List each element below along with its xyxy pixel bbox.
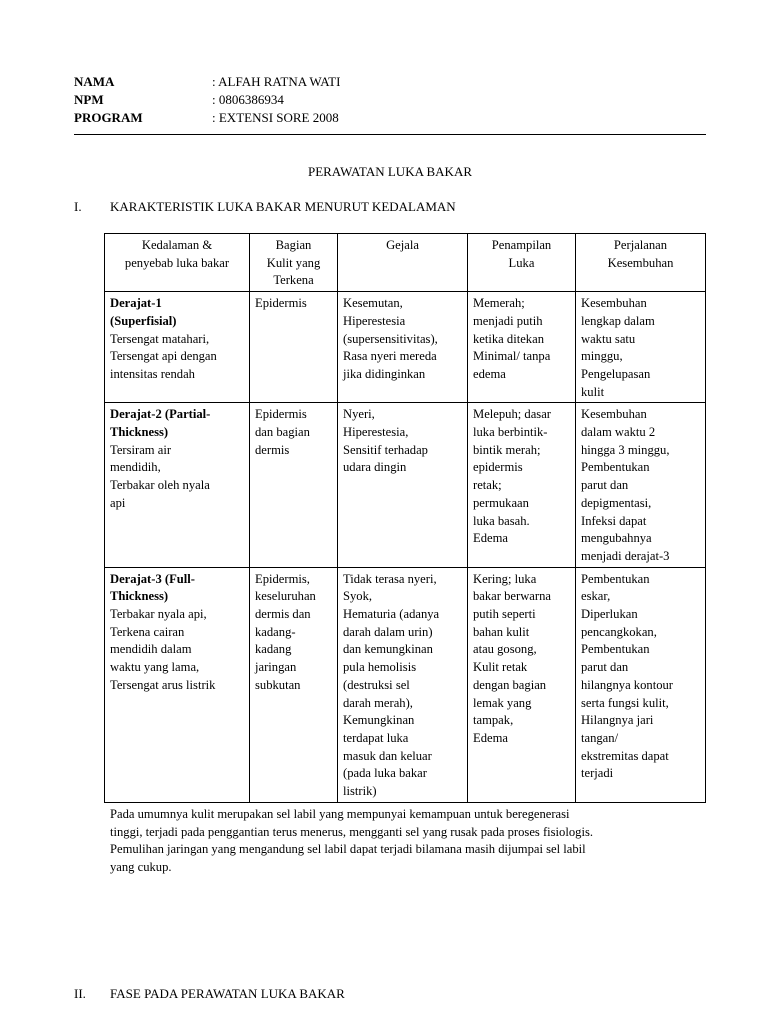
header-bagian-kulit [250, 234, 338, 292]
section-number: II. [74, 986, 86, 1001]
cell-text: luka berbintik- [473, 425, 548, 440]
header-kesembuhan [576, 234, 706, 292]
cell-bagian-kulit [250, 567, 338, 802]
cell-text: (pada luka bakar [343, 766, 427, 781]
cell-text: menjadi putih [473, 313, 543, 328]
cause-text: Terbakar nyala api, [110, 607, 207, 622]
cell-text: Epidermis [255, 296, 307, 311]
cell-text: kulit [581, 384, 605, 399]
cell-text: listrik) [343, 784, 377, 799]
cell-text: (supersensitivitas), [343, 331, 438, 346]
header-label: PROGRAM [74, 110, 143, 125]
table-row [105, 567, 706, 802]
cell-text: Memerah; [473, 296, 525, 311]
header-text: Terkena [273, 273, 314, 288]
cell-penampilan [468, 403, 576, 567]
cell-text: (destruksi sel [343, 677, 410, 692]
cause-text: waktu yang lama, [110, 660, 200, 675]
cause-text: mendidih dalam [110, 642, 192, 657]
cell-text: Rasa nyeri mereda [343, 349, 437, 364]
cell-text: ekstremitas dapat [581, 748, 669, 763]
cause-text: Tersengat matahari, [110, 331, 210, 346]
cell-text: Pembentukan [581, 460, 650, 475]
cell-text: bahan kulit [473, 624, 530, 639]
cell-text: Nyeri, [343, 407, 375, 422]
cell-text: tangan/ [581, 730, 619, 745]
cell-text: masuk dan keluar [343, 748, 432, 763]
cell-text: hilangnya kontour [581, 677, 673, 692]
cell-text: pula hemolisis [343, 660, 417, 675]
cause-text: api [110, 495, 126, 510]
section-number: I. [74, 199, 82, 214]
cell-text: parut dan [581, 478, 629, 493]
body-paragraph [110, 806, 710, 877]
table-header-row [105, 234, 706, 292]
cell-text: keseluruhan [255, 589, 316, 604]
cell-text: udara dingin [343, 460, 407, 475]
cell-text: Hematuria (adanya [343, 607, 440, 622]
degree-label: Thickness) [110, 589, 169, 604]
cell-text: Hiperestesia, [343, 425, 409, 440]
cell-text: Infeksi dapat [581, 513, 647, 528]
cell-text: Pembentukan [581, 571, 650, 586]
cell-text: dalam waktu 2 [581, 425, 656, 440]
cell-text: Diperlukan [581, 607, 638, 622]
cell-text: luka basah. [473, 513, 530, 528]
header-text: Luka [508, 255, 535, 270]
table-row [105, 403, 706, 567]
cell-text: Syok, [343, 589, 373, 604]
header-penampilan [468, 234, 576, 292]
cell-text: bakar berwarna [473, 589, 551, 604]
cell-text: menjadi derajat-3 [581, 548, 670, 563]
cell-text: darah merah), [343, 695, 413, 710]
header-kedalaman [105, 234, 250, 292]
header-text: Perjalanan [613, 238, 668, 252]
cell-kesembuhan [576, 292, 706, 403]
document-title: PERAWATAN LUKA BAKAR [307, 164, 473, 179]
cause-text: Terkena cairan [110, 624, 185, 639]
cell-text: Kesemutan, [343, 296, 403, 311]
cause-text: Terbakar oleh nyala [110, 478, 210, 493]
cell-text: terdapat luka [343, 730, 409, 745]
cell-text: subkutan [255, 677, 301, 692]
cell-text: Pengelupasan [581, 366, 651, 381]
cell-text: Kering; luka [473, 571, 537, 586]
header-text: Kesembuhan [607, 255, 674, 270]
cell-text: Epidermis, [255, 571, 310, 586]
cell-text: atau gosong, [473, 642, 537, 657]
cell-text: lemak yang [473, 695, 532, 710]
paragraph-line: yang cukup. [110, 860, 172, 875]
cell-text: eskar, [581, 589, 611, 604]
cell-text: pencangkokan, [581, 624, 657, 639]
cause-text: Tersiram air [110, 442, 172, 457]
section-heading-text: FASE PADA PERAWATAN LUKA BAKAR [110, 986, 345, 1001]
cell-kesembuhan [576, 403, 706, 567]
cell-text: darah dalam urin) [343, 624, 433, 639]
paragraph-line: tinggi, terjadi pada penggantian terus menerus, mengganti sel yang rusak pada proses fisiologis. [110, 824, 593, 839]
cell-text: hingga 3 minggu, [581, 442, 670, 457]
cell-text: Kemungkinan [343, 713, 415, 728]
cell-text: Tidak terasa nyeri, [343, 571, 437, 586]
cell-kedalaman [105, 403, 250, 567]
header-text: Kedalaman & [141, 238, 213, 252]
cell-text: parut dan [581, 660, 629, 675]
cell-text: tampak, [473, 713, 514, 728]
header-text: penyebab luka bakar [124, 255, 230, 270]
degree-label: (Superfisial) [110, 313, 177, 328]
degree-label: Derajat-2 (Partial- [110, 407, 211, 422]
cell-text: Hiperestesia [343, 313, 406, 328]
cell-bagian-kulit [250, 292, 338, 403]
cell-gejala [338, 403, 468, 567]
header-value: : EXTENSI SORE 2008 [212, 110, 339, 125]
degree-label: Derajat-1 [110, 296, 162, 311]
cell-text: dan bagian [255, 425, 310, 440]
cell-text: minggu, [581, 349, 623, 364]
cell-gejala [338, 567, 468, 802]
cell-text: Epidermis [255, 407, 307, 422]
cell-penampilan [468, 567, 576, 802]
cell-text: lengkap dalam [581, 313, 655, 328]
cell-text: Hilangnya jari [581, 713, 654, 728]
cell-bagian-kulit [250, 403, 338, 567]
table-body [105, 292, 706, 803]
cell-text: Melepuh; dasar [473, 407, 551, 422]
header-text: Bagian [275, 238, 312, 252]
cell-text: jaringan [255, 660, 297, 675]
cell-kesembuhan [576, 567, 706, 802]
header-text: Kulit yang [266, 255, 321, 270]
cause-text: Tersengat api dengan [110, 349, 217, 364]
cell-text: dan kemungkinan [343, 642, 433, 657]
cell-kedalaman [105, 292, 250, 403]
header-value: : ALFAH RATNA WATI [212, 74, 341, 89]
degree-label: Derajat-3 (Full- [110, 571, 195, 586]
header-label: NAMA [74, 74, 115, 89]
cell-text: Pembentukan [581, 642, 650, 657]
degree-label: Thickness) [110, 425, 169, 440]
cell-kedalaman [105, 567, 250, 802]
cell-text: Minimal/ tanpa [473, 349, 551, 364]
cell-gejala [338, 292, 468, 403]
cause-text: intensitas rendah [110, 366, 195, 381]
cell-text: waktu satu [581, 331, 636, 346]
paragraph-line: Pemulihan jaringan yang mengandung sel labil dapat terjadi bilamana masih dijumpai sel labil [110, 842, 586, 857]
cell-text: Edema [473, 730, 508, 745]
header-label: NPM [74, 92, 104, 107]
cell-text: kadang [255, 642, 292, 657]
cell-text: Kesembuhan [581, 296, 647, 311]
section-heading-text: KARAKTERISTIK LUKA BAKAR MENURUT KEDALAMAN [110, 199, 456, 214]
cell-text: Edema [473, 531, 508, 546]
header-text: Penampilan [491, 238, 552, 252]
cause-text: Tersengat arus listrik [110, 677, 216, 692]
cell-text: terjadi [581, 766, 614, 781]
header-divider [74, 134, 706, 135]
cell-text: Sensitif terhadap [343, 442, 428, 457]
cell-text: dermis dan [255, 607, 311, 622]
cell-text: dermis [255, 442, 290, 457]
cell-text: Kesembuhan [581, 407, 647, 422]
cell-text: epidermis [473, 460, 523, 475]
header-value: : 0806386934 [212, 92, 284, 107]
cell-penampilan [468, 292, 576, 403]
header-text: Gejala [386, 238, 419, 252]
header-gejala [338, 234, 468, 292]
cell-text: serta fungsi kulit, [581, 695, 669, 710]
table-row [105, 292, 706, 403]
cell-text: mengubahnya [581, 531, 652, 546]
cell-text: jika didinginkan [343, 366, 426, 381]
cell-text: depigmentasi, [581, 495, 652, 510]
cell-text: Kulit retak [473, 660, 528, 675]
cell-text: bintik merah; [473, 442, 541, 457]
cell-text: retak; [473, 478, 502, 493]
cell-text: kadang- [255, 624, 296, 639]
cell-text: dengan bagian [473, 677, 547, 692]
paragraph-line: Pada umumnya kulit merupakan sel labil yang mempunyai kemampuan untuk beregenerasi [110, 807, 570, 821]
cell-text: permukaan [473, 495, 529, 510]
cell-text: ketika ditekan [473, 331, 544, 346]
burn-depth-table [104, 233, 706, 803]
cell-text: putih seperti [473, 607, 536, 622]
cell-text: edema [473, 366, 506, 381]
cause-text: mendidih, [110, 460, 161, 475]
